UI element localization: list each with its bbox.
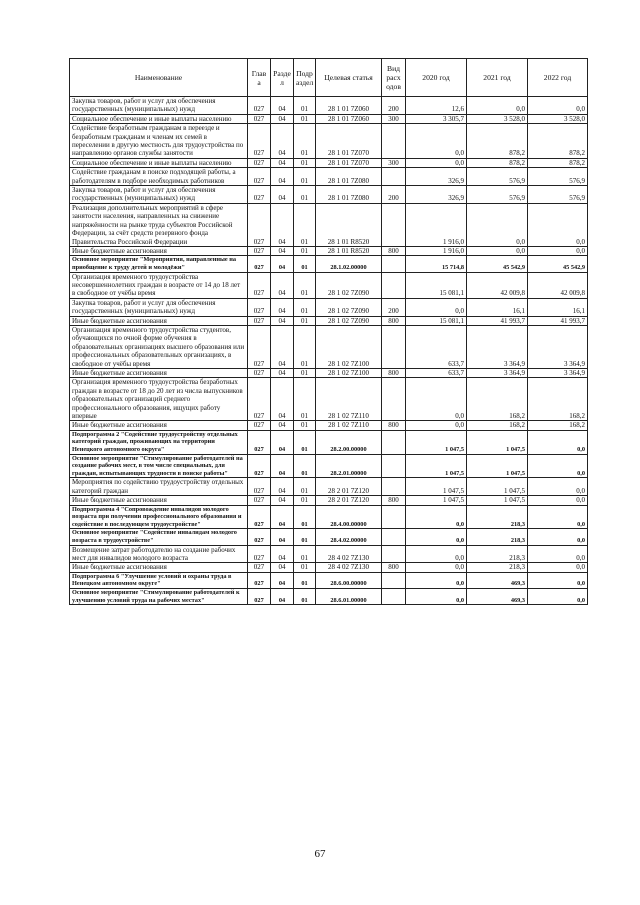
- row-value-2022: 0,0: [528, 454, 588, 478]
- table-row: [70, 545, 588, 563]
- row-podrazdel: 01: [294, 496, 316, 505]
- row-name: Основное мероприятие "Стимулирование работодателей на создание рабочих мест, в том числе специальных, для граждан, испытывающих трудности в поиске работы": [70, 454, 248, 478]
- row-podrazdel: 01: [294, 325, 316, 368]
- row-glava: 027: [248, 478, 271, 496]
- row-value-2020: 1 916,0: [406, 246, 467, 255]
- row-podrazdel: 01: [294, 421, 316, 430]
- row-target-article: 28 1 01 7Z060: [316, 97, 382, 115]
- row-value-2020: 1 047,5: [406, 430, 467, 454]
- row-value-2020: 15 081,1: [406, 272, 467, 298]
- row-value-2020: 0,0: [406, 505, 467, 529]
- header-expense-type: Вид расх одов: [382, 59, 406, 97]
- row-name: Подпрограмма 2 "Содействие трудоустройству отдельных категорий граждан, проживающих на территории Ненецкого автономного округа": [70, 430, 248, 454]
- row-value-2020: 1 047,5: [406, 478, 467, 496]
- table-row: [70, 246, 588, 255]
- row-expense-type: [382, 572, 406, 588]
- row-expense-type: 300: [382, 158, 406, 167]
- row-name: Организация временного трудоустройства студентов, обучающихся по очной форме обучения в образовательных организациях высшего образования или профессиональных образовательных организациях, в свободное от учёбы время: [70, 325, 248, 368]
- row-podrazdel: 01: [294, 316, 316, 325]
- table-row: [70, 505, 588, 529]
- table-row: [70, 158, 588, 167]
- budget-table: [69, 58, 588, 605]
- row-razdel: 04: [271, 203, 294, 246]
- table-body: [70, 97, 588, 605]
- table-row: [70, 378, 588, 421]
- row-target-article: 28 1 01 7Z080: [316, 186, 382, 204]
- row-target-article: 28 1 01 7Z060: [316, 114, 382, 123]
- row-expense-type: 800: [382, 316, 406, 325]
- row-value-2020: 0,0: [406, 158, 467, 167]
- row-value-2021: 168,2: [467, 421, 528, 430]
- header-podrazdel: Подр аздел: [294, 59, 316, 97]
- row-razdel: 04: [271, 421, 294, 430]
- row-podrazdel: 01: [294, 97, 316, 115]
- table-row: [70, 430, 588, 454]
- row-expense-type: [382, 378, 406, 421]
- row-razdel: 04: [271, 563, 294, 572]
- table-row: [70, 298, 588, 316]
- row-name: Организация временного трудоустройства безработных граждан в возрасте от 18 до 20 лет из числа выпускников образовательных организаций среднего профессионального образования, ищущих работу впервые: [70, 378, 248, 421]
- table-row: [70, 478, 588, 496]
- row-expense-type: 800: [382, 563, 406, 572]
- row-value-2022: 0,0: [528, 529, 588, 545]
- page-number: 67: [314, 848, 326, 860]
- row-podrazdel: 01: [294, 454, 316, 478]
- row-target-article: 28 1 02 7Z110: [316, 421, 382, 430]
- row-target-article: 28.2.01.00000: [316, 454, 382, 478]
- table-row: [70, 529, 588, 545]
- row-podrazdel: 01: [294, 588, 316, 604]
- row-expense-type: 300: [382, 114, 406, 123]
- row-value-2020: 12,6: [406, 97, 467, 115]
- row-glava: 027: [248, 186, 271, 204]
- row-value-2022: 576,9: [528, 186, 588, 204]
- row-razdel: 04: [271, 124, 294, 159]
- row-value-2022: 878,2: [528, 158, 588, 167]
- table-row: [70, 186, 588, 204]
- row-value-2022: 3 364,9: [528, 325, 588, 368]
- row-expense-type: [382, 588, 406, 604]
- row-value-2021: 469,3: [467, 588, 528, 604]
- row-name: Мероприятия по содействию трудоустройству отдельных категорий граждан: [70, 478, 248, 496]
- row-value-2021: 45 542,9: [467, 256, 528, 272]
- row-expense-type: 800: [382, 246, 406, 255]
- row-value-2022: 0,0: [528, 430, 588, 454]
- row-value-2022: 878,2: [528, 124, 588, 159]
- row-value-2021: 0,0: [467, 203, 528, 246]
- row-name: Основное мероприятие "Мероприятия, направленные на приобщение к труду детей и молодёжи": [70, 256, 248, 272]
- header-2020: 2020 год: [406, 59, 467, 97]
- row-expense-type: [382, 325, 406, 368]
- row-razdel: 04: [271, 325, 294, 368]
- row-target-article: 28.6.01.00000: [316, 588, 382, 604]
- budget-document: [69, 58, 587, 605]
- row-podrazdel: 01: [294, 572, 316, 588]
- row-value-2021: 218,3: [467, 505, 528, 529]
- row-value-2021: 218,3: [467, 545, 528, 563]
- row-name: Подпрограмма 6 "Улучшение условий и охраны труда в Ненецком автономном округе": [70, 572, 248, 588]
- row-glava: 027: [248, 368, 271, 377]
- row-razdel: 04: [271, 97, 294, 115]
- row-target-article: 28 2 01 7Z120: [316, 496, 382, 505]
- row-podrazdel: 01: [294, 430, 316, 454]
- row-name: Иные бюджетные ассигнования: [70, 246, 248, 255]
- row-name: Иные бюджетные ассигнования: [70, 368, 248, 377]
- row-value-2020: 633,7: [406, 325, 467, 368]
- row-glava: 027: [248, 529, 271, 545]
- row-value-2022: 0,0: [528, 563, 588, 572]
- row-value-2022: 0,0: [528, 478, 588, 496]
- row-glava: 027: [248, 325, 271, 368]
- row-target-article: 28 1 01 7Z070: [316, 124, 382, 159]
- row-target-article: 28.2.00.00000: [316, 430, 382, 454]
- row-target-article: 28 1 02 7Z090: [316, 316, 382, 325]
- row-target-article: 28 1 01 7Z080: [316, 168, 382, 186]
- row-expense-type: 800: [382, 496, 406, 505]
- row-name: Иные бюджетные ассигнования: [70, 563, 248, 572]
- row-value-2020: 0,0: [406, 298, 467, 316]
- table-row: [70, 97, 588, 115]
- row-razdel: 04: [271, 186, 294, 204]
- table-row: [70, 496, 588, 505]
- row-razdel: 04: [271, 572, 294, 588]
- row-glava: 027: [248, 545, 271, 563]
- row-value-2022: 0,0: [528, 572, 588, 588]
- row-value-2022: 16,1: [528, 298, 588, 316]
- row-razdel: 04: [271, 529, 294, 545]
- row-name: Закупка товаров, работ и услуг для обеспечения государственных (муниципальных) нужд: [70, 97, 248, 115]
- row-value-2021: 3 364,9: [467, 368, 528, 377]
- row-target-article: 28 4 02 7Z130: [316, 563, 382, 572]
- row-razdel: 04: [271, 478, 294, 496]
- row-value-2022: 45 542,9: [528, 256, 588, 272]
- row-value-2022: 0,0: [528, 588, 588, 604]
- row-value-2021: 1 047,5: [467, 454, 528, 478]
- header-2022: 2022 год: [528, 59, 588, 97]
- row-razdel: 04: [271, 272, 294, 298]
- row-razdel: 04: [271, 545, 294, 563]
- row-podrazdel: 01: [294, 505, 316, 529]
- row-razdel: 04: [271, 158, 294, 167]
- row-value-2021: 1 047,5: [467, 430, 528, 454]
- row-podrazdel: 01: [294, 186, 316, 204]
- row-razdel: 04: [271, 246, 294, 255]
- row-value-2022: 0,0: [528, 246, 588, 255]
- row-value-2021: 41 993,7: [467, 316, 528, 325]
- row-podrazdel: 01: [294, 246, 316, 255]
- row-value-2020: 1 047,5: [406, 454, 467, 478]
- row-value-2021: 576,9: [467, 168, 528, 186]
- row-value-2020: 3 305,7: [406, 114, 467, 123]
- row-value-2022: 168,2: [528, 378, 588, 421]
- header-glava: Глав а: [248, 59, 271, 97]
- row-podrazdel: 01: [294, 563, 316, 572]
- row-expense-type: [382, 124, 406, 159]
- row-expense-type: 800: [382, 368, 406, 377]
- row-name: Иные бюджетные ассигнования: [70, 496, 248, 505]
- row-glava: 027: [248, 246, 271, 255]
- row-value-2020: 0,0: [406, 588, 467, 604]
- row-podrazdel: 01: [294, 158, 316, 167]
- row-glava: 027: [248, 378, 271, 421]
- row-target-article: 28 1 02 7Z090: [316, 298, 382, 316]
- row-name: Закупка товаров, работ и услуг для обеспечения государственных (муниципальных) нужд: [70, 298, 248, 316]
- row-glava: 027: [248, 421, 271, 430]
- row-value-2022: 3 364,9: [528, 368, 588, 377]
- row-podrazdel: 01: [294, 529, 316, 545]
- row-value-2020: 1 916,0: [406, 203, 467, 246]
- table-row: [70, 572, 588, 588]
- row-glava: 027: [248, 316, 271, 325]
- row-value-2020: 633,7: [406, 368, 467, 377]
- row-podrazdel: 01: [294, 378, 316, 421]
- row-razdel: 04: [271, 256, 294, 272]
- row-expense-type: 800: [382, 421, 406, 430]
- row-name: Основное мероприятие "Содействие инвалидам молодого возраста в трудоустройстве": [70, 529, 248, 545]
- table-row: [70, 203, 588, 246]
- row-value-2021: 218,3: [467, 529, 528, 545]
- row-value-2021: 878,2: [467, 158, 528, 167]
- row-value-2021: 3 528,0: [467, 114, 528, 123]
- row-razdel: 04: [271, 505, 294, 529]
- row-name: Социальное обеспечение и иные выплаты населению: [70, 158, 248, 167]
- row-razdel: 04: [271, 316, 294, 325]
- row-podrazdel: 01: [294, 168, 316, 186]
- row-target-article: 28.6.00.00000: [316, 572, 382, 588]
- row-value-2020: 0,0: [406, 572, 467, 588]
- table-row: [70, 168, 588, 186]
- row-value-2021: 576,9: [467, 186, 528, 204]
- row-value-2020: 326,9: [406, 186, 467, 204]
- table-row: [70, 124, 588, 159]
- row-value-2020: 326,9: [406, 168, 467, 186]
- row-podrazdel: 01: [294, 256, 316, 272]
- row-value-2021: 1 047,5: [467, 496, 528, 505]
- row-glava: 027: [248, 114, 271, 123]
- row-glava: 027: [248, 124, 271, 159]
- table-row: [70, 588, 588, 604]
- row-podrazdel: 01: [294, 272, 316, 298]
- row-value-2022: 41 993,7: [528, 316, 588, 325]
- row-expense-type: [382, 545, 406, 563]
- row-podrazdel: 01: [294, 114, 316, 123]
- row-value-2021: 168,2: [467, 378, 528, 421]
- row-expense-type: [382, 478, 406, 496]
- header-target-article: Целевая статья: [316, 59, 382, 97]
- row-value-2022: 0,0: [528, 97, 588, 115]
- row-value-2022: 3 528,0: [528, 114, 588, 123]
- row-razdel: 04: [271, 168, 294, 186]
- row-value-2021: 469,3: [467, 572, 528, 588]
- header-row: [70, 59, 588, 97]
- row-target-article: 28 2 01 7Z120: [316, 478, 382, 496]
- row-expense-type: [382, 203, 406, 246]
- row-expense-type: 200: [382, 298, 406, 316]
- table-row: [70, 256, 588, 272]
- row-value-2020: 15 081,1: [406, 316, 467, 325]
- row-value-2020: 0,0: [406, 545, 467, 563]
- row-name: Закупка товаров, работ и услуг для обеспечения государственных (муниципальных) нужд: [70, 186, 248, 204]
- row-podrazdel: 01: [294, 478, 316, 496]
- row-glava: 027: [248, 298, 271, 316]
- table-row: [70, 325, 588, 368]
- row-glava: 027: [248, 505, 271, 529]
- row-razdel: 04: [271, 588, 294, 604]
- row-name: Иные бюджетные ассигнования: [70, 316, 248, 325]
- row-value-2021: 42 009,8: [467, 272, 528, 298]
- row-name: Реализация дополнительных мероприятий в сфере занятости населения, направленных на снижение напряжённости на рынке труда субъектов Российской Федерации, за счёт средств резервного фонда Правительства Российской Федерации: [70, 203, 248, 246]
- row-expense-type: 200: [382, 186, 406, 204]
- row-value-2022: 0,0: [528, 203, 588, 246]
- row-podrazdel: 01: [294, 298, 316, 316]
- table-row: [70, 421, 588, 430]
- row-value-2021: 0,0: [467, 246, 528, 255]
- row-expense-type: [382, 256, 406, 272]
- table-row: [70, 316, 588, 325]
- row-value-2021: 1 047,5: [467, 478, 528, 496]
- row-glava: 027: [248, 158, 271, 167]
- row-podrazdel: 01: [294, 545, 316, 563]
- table-row: [70, 272, 588, 298]
- row-razdel: 04: [271, 430, 294, 454]
- row-value-2022: 0,0: [528, 496, 588, 505]
- row-glava: 027: [248, 588, 271, 604]
- header-name: Наименование: [70, 59, 248, 97]
- row-expense-type: [382, 454, 406, 478]
- row-glava: 027: [248, 430, 271, 454]
- row-glava: 027: [248, 563, 271, 572]
- header-razdel: Разде л: [271, 59, 294, 97]
- row-target-article: 28 1 02 7Z100: [316, 368, 382, 377]
- table-row: [70, 563, 588, 572]
- row-glava: 027: [248, 572, 271, 588]
- row-glava: 027: [248, 168, 271, 186]
- row-value-2020: 0,0: [406, 421, 467, 430]
- row-value-2022: 42 009,8: [528, 272, 588, 298]
- table-row: [70, 114, 588, 123]
- row-value-2020: 0,0: [406, 563, 467, 572]
- row-razdel: 04: [271, 298, 294, 316]
- row-target-article: 28 1 01 R8520: [316, 203, 382, 246]
- row-value-2020: 1 047,5: [406, 496, 467, 505]
- row-target-article: 28 1 01 7Z070: [316, 158, 382, 167]
- row-value-2022: 576,9: [528, 168, 588, 186]
- row-target-article: 28.4.02.00000: [316, 529, 382, 545]
- row-value-2020: 0,0: [406, 124, 467, 159]
- row-name: Содействие гражданам в поиске подходящей работы, а работодателям в подборе необходимых работников: [70, 168, 248, 186]
- row-expense-type: [382, 505, 406, 529]
- row-target-article: 28 1 02 7Z100: [316, 325, 382, 368]
- row-value-2022: 0,0: [528, 545, 588, 563]
- row-glava: 027: [248, 203, 271, 246]
- row-target-article: 28.1.02.00000: [316, 256, 382, 272]
- row-glava: 027: [248, 256, 271, 272]
- row-razdel: 04: [271, 454, 294, 478]
- header-2021: 2021 год: [467, 59, 528, 97]
- row-name: Организация временного трудоустройства несовершеннолетних граждан в возрасте от 14 до 18 лет в свободное от учёбы время: [70, 272, 248, 298]
- row-glava: 027: [248, 454, 271, 478]
- row-value-2021: 0,0: [467, 97, 528, 115]
- row-glava: 027: [248, 97, 271, 115]
- row-name: Подпрограмма 4 "Сопровождение инвалидов молодого возраста при получении профессионального образования и содействие в последующем трудоустройстве": [70, 505, 248, 529]
- row-name: Социальное обеспечение и иные выплаты населению: [70, 114, 248, 123]
- row-name: Иные бюджетные ассигнования: [70, 421, 248, 430]
- row-target-article: 28.4.00.00000: [316, 505, 382, 529]
- row-razdel: 04: [271, 378, 294, 421]
- row-expense-type: [382, 168, 406, 186]
- table-row: [70, 454, 588, 478]
- row-name: Содействие безработным гражданам в переезде и безработным гражданам и членам их семей в переселении в другую местность для трудоустройства по направлению органов службы занятости: [70, 124, 248, 159]
- row-glava: 027: [248, 272, 271, 298]
- row-razdel: 04: [271, 114, 294, 123]
- row-value-2022: 0,0: [528, 505, 588, 529]
- row-name: Возмещение затрат работодателю на создание рабочих мест для инвалидов молодого возраста: [70, 545, 248, 563]
- row-expense-type: 200: [382, 97, 406, 115]
- row-value-2021: 16,1: [467, 298, 528, 316]
- row-podrazdel: 01: [294, 203, 316, 246]
- row-target-article: 28 1 02 7Z110: [316, 378, 382, 421]
- row-value-2020: 0,0: [406, 378, 467, 421]
- row-value-2021: 218,3: [467, 563, 528, 572]
- row-value-2020: 0,0: [406, 529, 467, 545]
- row-expense-type: [382, 430, 406, 454]
- row-value-2020: 15 714,8: [406, 256, 467, 272]
- row-expense-type: [382, 529, 406, 545]
- row-name: Основное мероприятие "Стимулирование работодателей к улучшению условий труда на рабочих местах": [70, 588, 248, 604]
- row-glava: 027: [248, 496, 271, 505]
- row-target-article: 28 1 01 R8520: [316, 246, 382, 255]
- table-row: [70, 368, 588, 377]
- row-target-article: 28 1 02 7Z090: [316, 272, 382, 298]
- row-value-2022: 168,2: [528, 421, 588, 430]
- row-razdel: 04: [271, 496, 294, 505]
- row-podrazdel: 01: [294, 124, 316, 159]
- row-target-article: 28 4 02 7Z130: [316, 545, 382, 563]
- row-expense-type: [382, 272, 406, 298]
- row-razdel: 04: [271, 368, 294, 377]
- row-value-2021: 878,2: [467, 124, 528, 159]
- row-podrazdel: 01: [294, 368, 316, 377]
- row-value-2021: 3 364,9: [467, 325, 528, 368]
